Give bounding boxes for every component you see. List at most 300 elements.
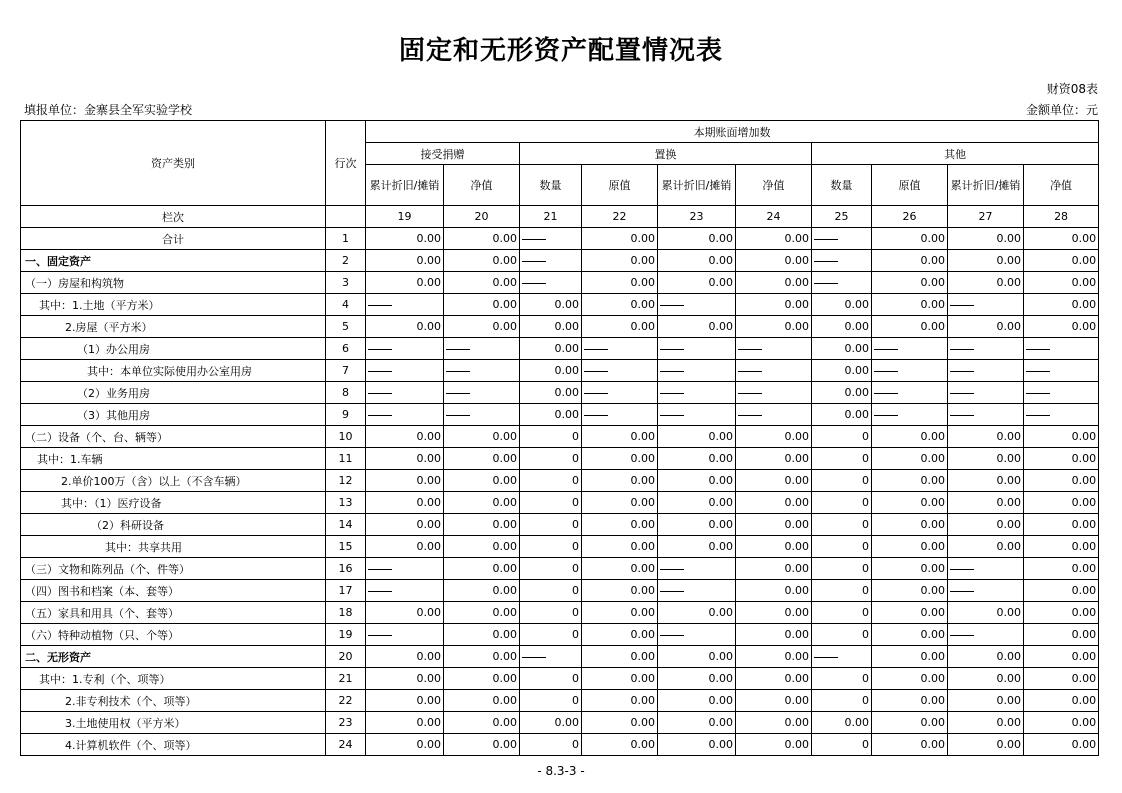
line-no-cell: 9 <box>326 404 366 426</box>
dash-cell <box>948 382 1024 404</box>
line-no-cell: 19 <box>326 624 366 646</box>
dash-mark <box>950 569 974 570</box>
value-cell: 0.00 <box>736 734 812 756</box>
table-row <box>21 470 1099 492</box>
dash-mark <box>522 239 546 240</box>
dash-mark <box>874 415 898 416</box>
value-cell: 0.00 <box>736 712 812 734</box>
header-line-no: 行次 <box>326 121 366 206</box>
value-cell: 0.00 <box>444 470 520 492</box>
value-cell: 0.00 <box>1024 426 1099 448</box>
dash-mark <box>660 635 684 636</box>
value-cell: 0 <box>520 624 582 646</box>
table-row <box>21 448 1099 470</box>
value-cell: 0.00 <box>872 272 948 294</box>
value-cell: 0.00 <box>736 294 812 316</box>
value-cell: 0.00 <box>444 558 520 580</box>
value-cell: 0.00 <box>872 514 948 536</box>
value-cell: 0.00 <box>812 338 872 360</box>
asset-category-cell: （三）文物和陈列品（个、件等） <box>21 558 326 580</box>
table-row <box>21 646 1099 668</box>
dash-cell <box>520 228 582 250</box>
value-cell: 0.00 <box>582 426 658 448</box>
table-row <box>21 602 1099 624</box>
value-cell: 0.00 <box>948 712 1024 734</box>
value-cell: 0.00 <box>444 250 520 272</box>
value-cell: 0.00 <box>872 646 948 668</box>
dash-mark <box>738 393 762 394</box>
header-book-increase: 本期账面增加数 <box>366 121 1099 143</box>
line-no-cell: 14 <box>326 514 366 536</box>
value-cell: 0.00 <box>812 316 872 338</box>
value-cell: 0.00 <box>366 690 444 712</box>
value-cell: 0.00 <box>948 470 1024 492</box>
value-cell: 0.00 <box>444 690 520 712</box>
dash-mark <box>660 393 684 394</box>
value-cell: 0.00 <box>444 734 520 756</box>
page-title: 固定和无形资产配置情况表 <box>398 36 723 66</box>
value-cell: 0.00 <box>444 316 520 338</box>
dash-mark <box>446 393 470 394</box>
dash-cell <box>736 404 812 426</box>
dash-mark <box>584 393 608 394</box>
asset-allocation-table <box>20 120 1099 756</box>
value-cell: 0.00 <box>1024 602 1099 624</box>
value-cell: 0.00 <box>582 316 658 338</box>
dash-mark <box>446 371 470 372</box>
asset-category-cell: （二）设备（个、台、辆等） <box>21 426 326 448</box>
line-no-cell: 7 <box>326 360 366 382</box>
value-cell: 0.00 <box>812 404 872 426</box>
dash-mark <box>874 349 898 350</box>
value-cell: 0 <box>812 426 872 448</box>
header-quantity: 数量 <box>812 165 872 206</box>
value-cell: 0.00 <box>658 470 736 492</box>
dash-cell <box>1024 360 1099 382</box>
value-cell: 0.00 <box>948 602 1024 624</box>
line-no-cell: 1 <box>326 228 366 250</box>
dash-cell <box>872 382 948 404</box>
amount-unit: 金额单位：元 <box>1025 103 1098 117</box>
dash-cell <box>444 382 520 404</box>
value-cell: 0.00 <box>366 250 444 272</box>
value-cell: 0.00 <box>736 580 812 602</box>
value-cell: 0.00 <box>812 382 872 404</box>
value-cell: 0.00 <box>444 492 520 514</box>
value-cell: 0.00 <box>736 492 812 514</box>
asset-category-cell: （1）办公用房 <box>21 338 326 360</box>
value-cell: 0.00 <box>736 536 812 558</box>
value-cell: 0.00 <box>366 514 444 536</box>
asset-category-cell: （3）其他用房 <box>21 404 326 426</box>
table-row <box>21 536 1099 558</box>
value-cell: 0.00 <box>872 448 948 470</box>
value-cell: 0 <box>520 558 582 580</box>
dash-mark <box>950 393 974 394</box>
table-row <box>21 250 1099 272</box>
value-cell: 0.00 <box>582 712 658 734</box>
value-cell: 0.00 <box>582 492 658 514</box>
asset-category-cell: 3.土地使用权（平方米） <box>21 712 326 734</box>
dash-mark <box>446 415 470 416</box>
dash-mark <box>522 261 546 262</box>
value-cell: 0.00 <box>366 602 444 624</box>
table-row <box>21 492 1099 514</box>
value-cell: 0.00 <box>366 536 444 558</box>
asset-category-cell: 其中：共享共用 <box>21 536 326 558</box>
value-cell: 0.00 <box>948 492 1024 514</box>
value-cell: 0.00 <box>444 536 520 558</box>
value-cell: 0.00 <box>736 470 812 492</box>
dash-cell <box>658 338 736 360</box>
dash-mark <box>738 415 762 416</box>
value-cell: 0.00 <box>872 668 948 690</box>
line-no-cell: 2 <box>326 250 366 272</box>
table-row <box>21 338 1099 360</box>
value-cell: 0.00 <box>812 360 872 382</box>
value-cell: 0.00 <box>872 624 948 646</box>
header-net-value: 净值 <box>736 165 812 206</box>
table-row <box>21 580 1099 602</box>
value-cell: 0.00 <box>658 448 736 470</box>
value-cell: 0.00 <box>872 602 948 624</box>
line-no-cell: 22 <box>326 690 366 712</box>
value-cell: 0.00 <box>1024 492 1099 514</box>
asset-category-cell: 二、无形资产 <box>21 646 326 668</box>
header-group-other: 其他 <box>812 143 1099 165</box>
dash-cell <box>1024 404 1099 426</box>
asset-category-cell: 4.计算机软件（个、项等） <box>21 734 326 756</box>
header-original-value: 原值 <box>872 165 948 206</box>
line-no-cell: 5 <box>326 316 366 338</box>
value-cell: 0.00 <box>1024 734 1099 756</box>
column-number: 23 <box>658 206 736 228</box>
dash-mark <box>1026 371 1050 372</box>
value-cell: 0.00 <box>366 272 444 294</box>
value-cell: 0.00 <box>1024 448 1099 470</box>
table-row <box>21 360 1099 382</box>
value-cell: 0.00 <box>872 734 948 756</box>
dash-mark <box>950 591 974 592</box>
table-row <box>21 382 1099 404</box>
dash-mark <box>522 283 546 284</box>
value-cell: 0.00 <box>658 734 736 756</box>
asset-category-cell: 合计 <box>21 228 326 250</box>
dash-cell <box>658 360 736 382</box>
header-accum-dep: 累计折旧/摊销 <box>948 165 1024 206</box>
value-cell: 0.00 <box>948 734 1024 756</box>
dash-cell <box>658 558 736 580</box>
value-cell: 0.00 <box>872 294 948 316</box>
dash-cell <box>658 580 736 602</box>
value-cell: 0 <box>520 492 582 514</box>
dash-cell <box>812 272 872 294</box>
dash-mark <box>584 415 608 416</box>
line-no-cell: 4 <box>326 294 366 316</box>
dash-mark <box>874 393 898 394</box>
value-cell: 0 <box>812 668 872 690</box>
table-row <box>21 734 1099 756</box>
value-cell: 0.00 <box>444 426 520 448</box>
value-cell: 0.00 <box>366 646 444 668</box>
value-cell: 0.00 <box>1024 536 1099 558</box>
value-cell: 0.00 <box>872 250 948 272</box>
dash-mark <box>950 635 974 636</box>
value-cell: 0.00 <box>520 360 582 382</box>
table-row <box>21 404 1099 426</box>
table-row <box>21 668 1099 690</box>
value-cell: 0.00 <box>444 646 520 668</box>
dash-mark <box>660 349 684 350</box>
dash-mark <box>814 261 838 262</box>
table-row <box>21 426 1099 448</box>
dash-cell <box>444 404 520 426</box>
asset-category-cell: 2.房屋（平方米） <box>21 316 326 338</box>
dash-mark <box>950 349 974 350</box>
value-cell: 0 <box>812 536 872 558</box>
value-cell: 0.00 <box>366 712 444 734</box>
dash-cell <box>812 250 872 272</box>
dash-mark <box>660 305 684 306</box>
dash-cell <box>736 338 812 360</box>
value-cell: 0.00 <box>658 514 736 536</box>
value-cell: 0.00 <box>366 228 444 250</box>
column-number: 25 <box>812 206 872 228</box>
value-cell: 0.00 <box>582 734 658 756</box>
dash-cell <box>366 558 444 580</box>
dash-cell <box>366 580 444 602</box>
column-number: 21 <box>520 206 582 228</box>
value-cell: 0.00 <box>1024 712 1099 734</box>
header-accum-dep: 累计折旧/摊销 <box>366 165 444 206</box>
dash-cell <box>444 360 520 382</box>
value-cell: 0.00 <box>1024 228 1099 250</box>
dash-cell <box>658 624 736 646</box>
value-cell: 0 <box>520 668 582 690</box>
value-cell: 0.00 <box>582 558 658 580</box>
dash-mark <box>1026 349 1050 350</box>
dash-cell <box>812 646 872 668</box>
value-cell: 0.00 <box>366 492 444 514</box>
value-cell: 0.00 <box>366 448 444 470</box>
asset-category-cell: （六）特种动植物（只、个等） <box>21 624 326 646</box>
value-cell: 0.00 <box>658 228 736 250</box>
value-cell: 0.00 <box>872 426 948 448</box>
dash-cell <box>582 382 658 404</box>
asset-category-cell: （一）房屋和构筑物 <box>21 272 326 294</box>
header-group-donation: 接受捐赠 <box>366 143 520 165</box>
asset-category-cell: （四）图书和档案（本、套等） <box>21 580 326 602</box>
column-number: 20 <box>444 206 520 228</box>
value-cell: 0.00 <box>582 294 658 316</box>
value-cell: 0.00 <box>948 426 1024 448</box>
dash-cell <box>736 382 812 404</box>
value-cell: 0.00 <box>872 712 948 734</box>
value-cell: 0.00 <box>582 580 658 602</box>
value-cell: 0.00 <box>366 668 444 690</box>
value-cell: 0 <box>812 492 872 514</box>
dash-cell <box>1024 382 1099 404</box>
dash-mark <box>814 657 838 658</box>
value-cell: 0 <box>520 536 582 558</box>
value-cell: 0.00 <box>582 514 658 536</box>
dash-mark <box>368 635 392 636</box>
value-cell: 0 <box>812 448 872 470</box>
line-no-cell: 6 <box>326 338 366 360</box>
value-cell: 0.00 <box>520 404 582 426</box>
dash-mark <box>660 371 684 372</box>
line-no-cell: 11 <box>326 448 366 470</box>
asset-category-cell: （2）业务用房 <box>21 382 326 404</box>
value-cell: 0.00 <box>658 668 736 690</box>
table-row <box>21 712 1099 734</box>
page-number: - 8.3-3 - <box>537 764 585 778</box>
line-no-cell: 8 <box>326 382 366 404</box>
line-no-cell: 13 <box>326 492 366 514</box>
dash-cell <box>520 250 582 272</box>
value-cell: 0.00 <box>736 624 812 646</box>
header-net-value: 净值 <box>444 165 520 206</box>
value-cell: 0.00 <box>872 470 948 492</box>
table-row <box>21 316 1099 338</box>
column-row-blank <box>326 206 366 228</box>
value-cell: 0.00 <box>366 470 444 492</box>
value-cell: 0.00 <box>520 316 582 338</box>
value-cell: 0 <box>520 426 582 448</box>
value-cell: 0.00 <box>948 536 1024 558</box>
asset-category-cell: 2.单价100万（含）以上（不含车辆） <box>21 470 326 492</box>
dash-cell <box>520 646 582 668</box>
value-cell: 0.00 <box>444 294 520 316</box>
asset-category-cell: 其中：（1）医疗设备 <box>21 492 326 514</box>
line-no-cell: 10 <box>326 426 366 448</box>
dash-mark <box>814 239 838 240</box>
value-cell: 0.00 <box>1024 294 1099 316</box>
header-group-exchange: 置换 <box>520 143 812 165</box>
value-cell: 0.00 <box>1024 558 1099 580</box>
value-cell: 0.00 <box>582 602 658 624</box>
value-cell: 0.00 <box>444 602 520 624</box>
dash-mark <box>368 569 392 570</box>
value-cell: 0.00 <box>1024 668 1099 690</box>
value-cell: 0.00 <box>736 646 812 668</box>
dash-cell <box>658 294 736 316</box>
value-cell: 0.00 <box>1024 690 1099 712</box>
dash-mark <box>738 371 762 372</box>
value-cell: 0.00 <box>520 382 582 404</box>
header-net-value: 净值 <box>1024 165 1099 206</box>
value-cell: 0.00 <box>582 448 658 470</box>
asset-category-cell: （五）家具和用具（个、套等） <box>21 602 326 624</box>
dash-mark <box>368 591 392 592</box>
dash-cell <box>582 360 658 382</box>
table-row <box>21 624 1099 646</box>
header-original-value: 原值 <box>582 165 658 206</box>
value-cell: 0.00 <box>582 668 658 690</box>
dash-cell <box>366 360 444 382</box>
value-cell: 0.00 <box>736 250 812 272</box>
value-cell: 0.00 <box>366 316 444 338</box>
value-cell: 0 <box>812 602 872 624</box>
dash-mark <box>584 349 608 350</box>
line-no-cell: 12 <box>326 470 366 492</box>
value-cell: 0.00 <box>872 492 948 514</box>
dash-mark <box>368 415 392 416</box>
value-cell: 0.00 <box>658 426 736 448</box>
dash-mark <box>738 349 762 350</box>
value-cell: 0.00 <box>444 624 520 646</box>
value-cell: 0.00 <box>658 536 736 558</box>
value-cell: 0.00 <box>736 426 812 448</box>
value-cell: 0.00 <box>1024 514 1099 536</box>
value-cell: 0.00 <box>658 690 736 712</box>
value-cell: 0.00 <box>1024 316 1099 338</box>
value-cell: 0.00 <box>582 228 658 250</box>
value-cell: 0.00 <box>812 712 872 734</box>
dash-cell <box>366 294 444 316</box>
value-cell: 0.00 <box>1024 272 1099 294</box>
table-row <box>21 294 1099 316</box>
asset-category-cell: 其中：1.土地（平方米） <box>21 294 326 316</box>
dash-mark <box>950 305 974 306</box>
value-cell: 0.00 <box>948 228 1024 250</box>
header-quantity: 数量 <box>520 165 582 206</box>
value-cell: 0.00 <box>872 536 948 558</box>
value-cell: 0 <box>520 602 582 624</box>
value-cell: 0 <box>812 624 872 646</box>
value-cell: 0.00 <box>872 690 948 712</box>
dash-mark <box>950 371 974 372</box>
value-cell: 0.00 <box>736 316 812 338</box>
header-accum-dep: 累计折旧/摊销 <box>658 165 736 206</box>
value-cell: 0.00 <box>444 448 520 470</box>
line-no-cell: 15 <box>326 536 366 558</box>
value-cell: 0 <box>812 690 872 712</box>
dash-mark <box>1026 415 1050 416</box>
value-cell: 0.00 <box>948 668 1024 690</box>
dash-cell <box>948 580 1024 602</box>
value-cell: 0.00 <box>582 272 658 294</box>
value-cell: 0 <box>520 470 582 492</box>
value-cell: 0 <box>520 448 582 470</box>
value-cell: 0.00 <box>520 294 582 316</box>
dash-mark <box>446 349 470 350</box>
line-no-cell: 18 <box>326 602 366 624</box>
value-cell: 0.00 <box>736 448 812 470</box>
dash-mark <box>874 371 898 372</box>
line-no-cell: 23 <box>326 712 366 734</box>
value-cell: 0.00 <box>582 536 658 558</box>
value-cell: 0.00 <box>444 514 520 536</box>
dash-mark <box>368 371 392 372</box>
dash-cell <box>366 404 444 426</box>
dash-cell <box>736 360 812 382</box>
dash-cell <box>872 404 948 426</box>
value-cell: 0.00 <box>582 250 658 272</box>
value-cell: 0.00 <box>582 470 658 492</box>
value-cell: 0.00 <box>872 316 948 338</box>
dash-mark <box>368 305 392 306</box>
asset-category-cell: 一、固定资产 <box>21 250 326 272</box>
line-no-cell: 17 <box>326 580 366 602</box>
dash-mark <box>368 349 392 350</box>
value-cell: 0.00 <box>658 272 736 294</box>
value-cell: 0.00 <box>1024 470 1099 492</box>
value-cell: 0.00 <box>948 316 1024 338</box>
value-cell: 0.00 <box>736 272 812 294</box>
value-cell: 0.00 <box>736 602 812 624</box>
dash-cell <box>948 624 1024 646</box>
